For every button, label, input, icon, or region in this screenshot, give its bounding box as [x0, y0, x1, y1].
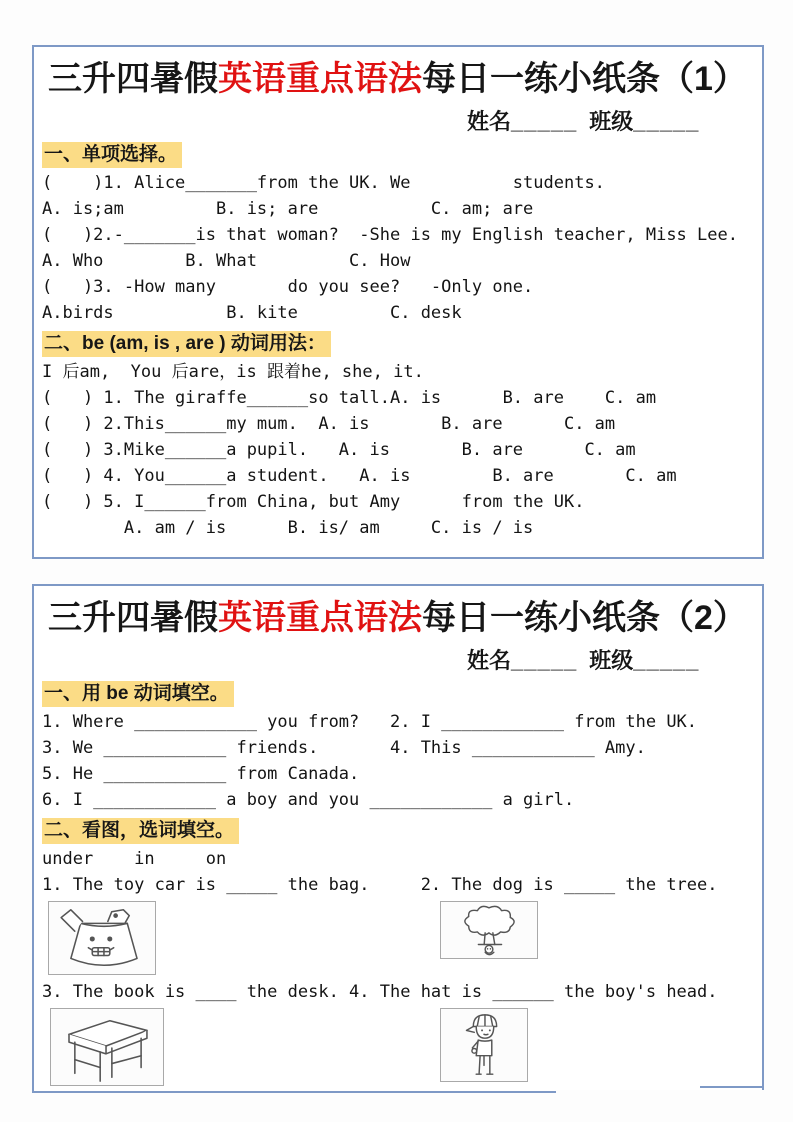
- name-class-line: [467, 107, 754, 137]
- name-label: 姓名: [467, 109, 512, 134]
- title-prefix: 三升四暑假: [48, 60, 218, 98]
- bag-icon: [49, 902, 155, 974]
- page-title: [48, 594, 754, 642]
- question-line: ( ) 5. I______from China, but Amy from the UK.: [42, 492, 585, 512]
- fill-blank-line: 3. The book is ____ the desk. 4. The hat is ______ the boy's head.: [42, 982, 718, 1002]
- section-heading: 一、用 be 动词填空。: [42, 681, 234, 707]
- question-line: ( ) 2.This______my mum. A. is B. are C. am: [42, 414, 616, 434]
- title-suffix: 每日一练小纸条（1）: [422, 60, 747, 98]
- name-class-line: [467, 646, 754, 676]
- bag-with-toy-car-illustration: [48, 901, 156, 975]
- worksheet-panel-2: [32, 584, 764, 1093]
- worksheet-panel-1: [32, 45, 764, 559]
- section-heading: 二、看图，选词填空。: [42, 818, 239, 844]
- answer-options-line: A.birds B. kite C. desk: [42, 303, 462, 323]
- desk-illustration: [50, 1008, 164, 1086]
- class-blank: _____: [633, 109, 700, 134]
- answer-options-line: A. am / is B. is/ am C. is / is: [42, 518, 534, 538]
- fill-blank-line: 1. The toy car is _____ the bag. 2. The dog is _____ the tree.: [42, 875, 718, 895]
- desk-icon: [51, 1009, 163, 1085]
- question-line: ( ) 1. The giraffe______so tall.A. is B. are C. am: [42, 388, 657, 408]
- fill-blank-line: 5. He ____________ from Canada.: [42, 764, 360, 784]
- fill-blank-line: 1. Where ____________ you from? 2. I ____________ from the UK.: [42, 712, 698, 732]
- tree-with-dog-illustration: [440, 901, 538, 959]
- grammar-note-line: I 后am, You 后are，is 跟着he, she, it.: [42, 362, 424, 382]
- word-bank-line: under in on: [42, 849, 227, 869]
- answer-options-line: A. is;am B. is; are C. am; are: [42, 199, 534, 219]
- question-line: ( ) 4. You______a student. A. is B. are C. am: [42, 466, 677, 486]
- question-line: ( )2.-_______is that woman? -She is my English teacher, Miss Lee.: [42, 225, 738, 245]
- tree-icon: [441, 902, 537, 958]
- title-highlight-red: 英语重点语法: [218, 60, 422, 98]
- scan-border-segment-artifact: [700, 1086, 764, 1088]
- name-blank: _____: [511, 109, 578, 134]
- class-label: 班级: [589, 648, 634, 673]
- illustration-row-1: [42, 901, 754, 975]
- section-heading: 一、单项选择。: [42, 142, 182, 168]
- boy-icon: [441, 1009, 527, 1081]
- question-line: ( )1. Alice_______from the UK. We students.: [42, 173, 605, 193]
- class-blank: _____: [633, 648, 700, 673]
- section-heading: 二、be (am, is , are ) 动词用法：: [42, 331, 331, 357]
- answer-options-line: A. Who B. What C. How: [42, 251, 411, 271]
- name-blank: _____: [511, 648, 578, 673]
- question-line: ( ) 3.Mike______a pupil. A. is B. are C. am: [42, 440, 636, 460]
- title-prefix: 三升四暑假: [48, 599, 218, 637]
- fill-blank-line: 6. I ____________ a boy and you ____________ a girl.: [42, 790, 575, 810]
- page-title: [48, 55, 754, 103]
- scan-border-gap-artifact: [556, 1090, 764, 1093]
- title-highlight-red: 英语重点语法: [218, 599, 422, 637]
- class-label: 班级: [589, 109, 634, 134]
- illustration-row-2: [42, 1008, 754, 1086]
- boy-with-cap-illustration: [440, 1008, 528, 1082]
- question-line: ( )3. -How many do you see? -Only one.: [42, 277, 534, 297]
- name-label: 姓名: [467, 648, 512, 673]
- fill-blank-line: 3. We ____________ friends. 4. This ____________ Amy.: [42, 738, 646, 758]
- title-suffix: 每日一练小纸条（2）: [422, 599, 747, 637]
